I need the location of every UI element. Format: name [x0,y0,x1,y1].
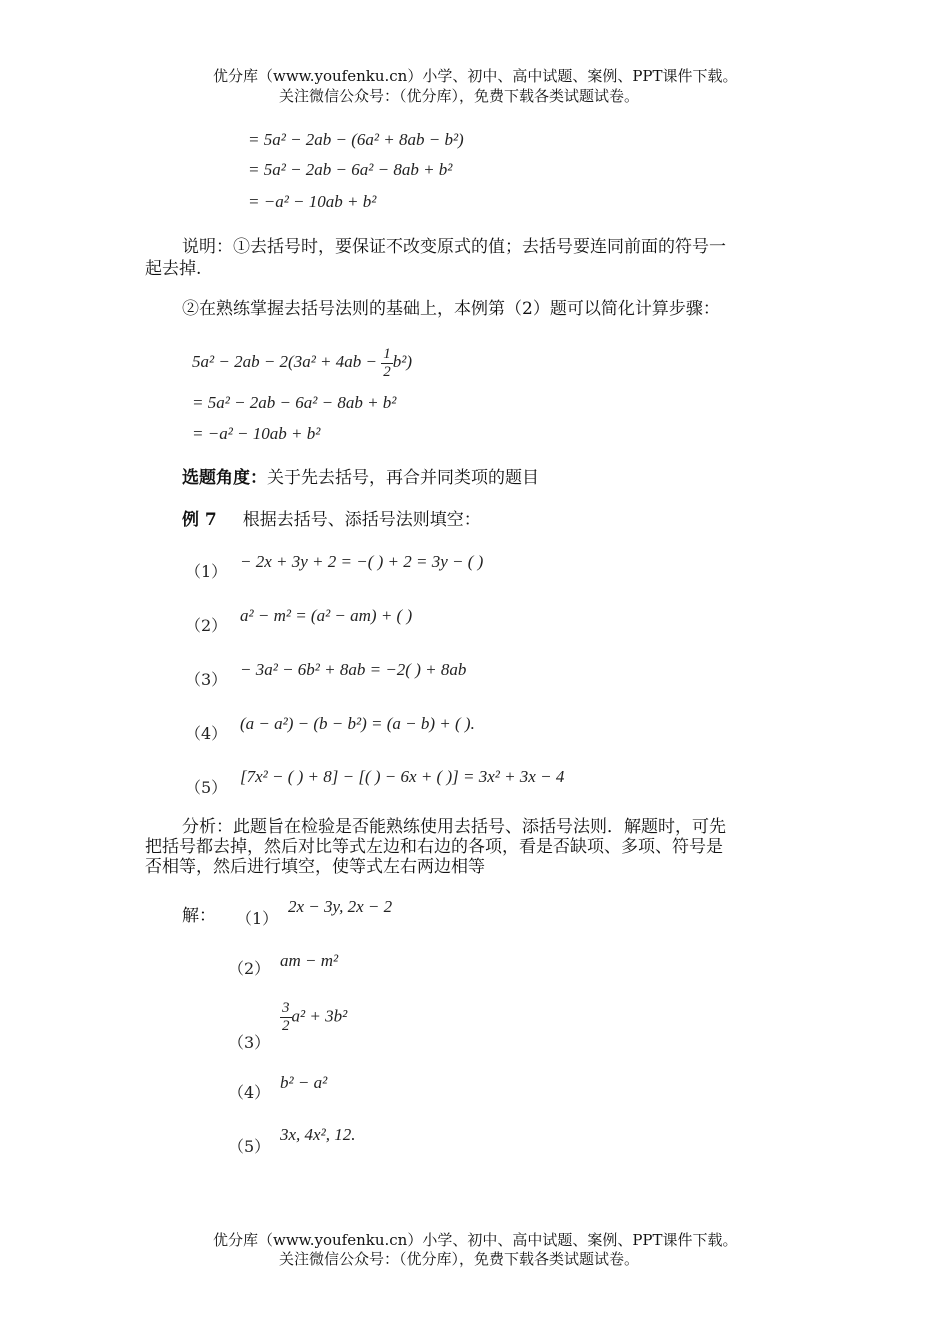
problem-2-expr: a² − m² = (a² − am) + ( ) [240,606,413,625]
solution-label: 解： [182,906,216,926]
topic-text: 关于先去括号，再合并同类项的题目 [267,468,539,488]
simplify-line-2: = 5a² − 2ab − 6a² − 8ab + b² [192,393,397,412]
analysis-line-1: 分析：此题旨在检验是否能熟练使用去括号、添括号法则．解题时，可先 [182,817,726,837]
analysis-line-2: 把括号都去掉，然后对比等式左边和右边的各项，看是否缺项、多项、符号是 [145,837,723,857]
simplify-expr-b: b²) [392,352,413,371]
analysis-line-3: 否相等，然后进行填空，使等式左右两边相等 [145,857,485,877]
solution-1-expr: 2x − 3y, 2x − 2 [288,897,393,916]
fraction-one-half: $\frac{1}{2}$ [383,345,391,380]
solution-4-number: （4） [228,1083,271,1102]
note-line-2: 起去掉. [145,259,202,279]
problem-4-expr: (a − a²) − (b − b²) = (a − b) + ( ). [240,714,475,733]
note-line-3: ②在熟练掌握去括号法则的基础上，本例第（2）题可以简化计算步骤： [182,299,720,319]
example-line [182,509,481,531]
problem-5-number: （5） [185,778,228,797]
simplify-line-3: = −a² − 10ab + b² [192,424,321,443]
math-line-2: = 5a² − 2ab − 6a² − 8ab + b² [248,160,453,179]
footer-line-2: 关注微信公众号：（优分库），免费下载各类试题试卷。 [279,1250,640,1268]
solution-2-expr: am − m² [280,951,339,970]
simplify-line-1 [192,342,412,382]
math-line-1: = 5a² − 2ab − (6a² + 8ab − b²) [248,130,464,149]
solution-3-expr-wrap [280,1000,347,1035]
problem-3-number: （3） [185,670,228,689]
problem-5-expr: [7x² − ( ) + 8] − [( ) − 6x + ( )] = 3x² + 3x − 4 [240,767,565,786]
header-line-1: 优分库（www.youfenku.cn）小学、初中、高中试题、案例、PPT课件下载。 [213,67,738,85]
problem-2-number: （2） [185,616,228,635]
fraction-three-halves: $\frac{3}{2}$ [282,1000,290,1034]
problem-1-expr: − 2x + 3y + 2 = −( ) + 2 = 3y − ( ) [240,552,484,571]
solution-4-expr: b² − a² [280,1073,328,1092]
solution-1-number: （1） [236,909,279,928]
solution-3-expr: a² + 3b² [291,1006,348,1026]
example-label: 例 7 [182,510,217,530]
solution-5-expr: 3x, 4x², 12. [280,1125,356,1144]
header-line-2: 关注微信公众号：（优分库），免费下载各类试题试卷。 [279,87,640,105]
example-text: 根据去括号、添括号法则填空： [242,510,481,530]
problem-1-number: （1） [185,562,228,581]
topic-label: 选题角度： [182,468,267,488]
topic-line [182,467,539,489]
note-line-1: 说明：①去括号时，要保证不改变原式的值；去括号要连同前面的符号一 [182,237,726,257]
simplify-expr-a: 5a² − 2ab − 2(3a² + 4ab − [192,352,382,371]
footer-line-1: 优分库（www.youfenku.cn）小学、初中、高中试题、案例、PPT课件下载。 [213,1231,738,1249]
solution-3-number: （3） [228,1033,271,1052]
solution-5-number: （5） [228,1137,271,1156]
problem-3-expr: − 3a² − 6b² + 8ab = −2( ) + 8ab [240,660,467,679]
problem-4-number: （4） [185,724,228,743]
solution-2-number: （2） [228,959,271,978]
math-line-3: = −a² − 10ab + b² [248,192,377,211]
